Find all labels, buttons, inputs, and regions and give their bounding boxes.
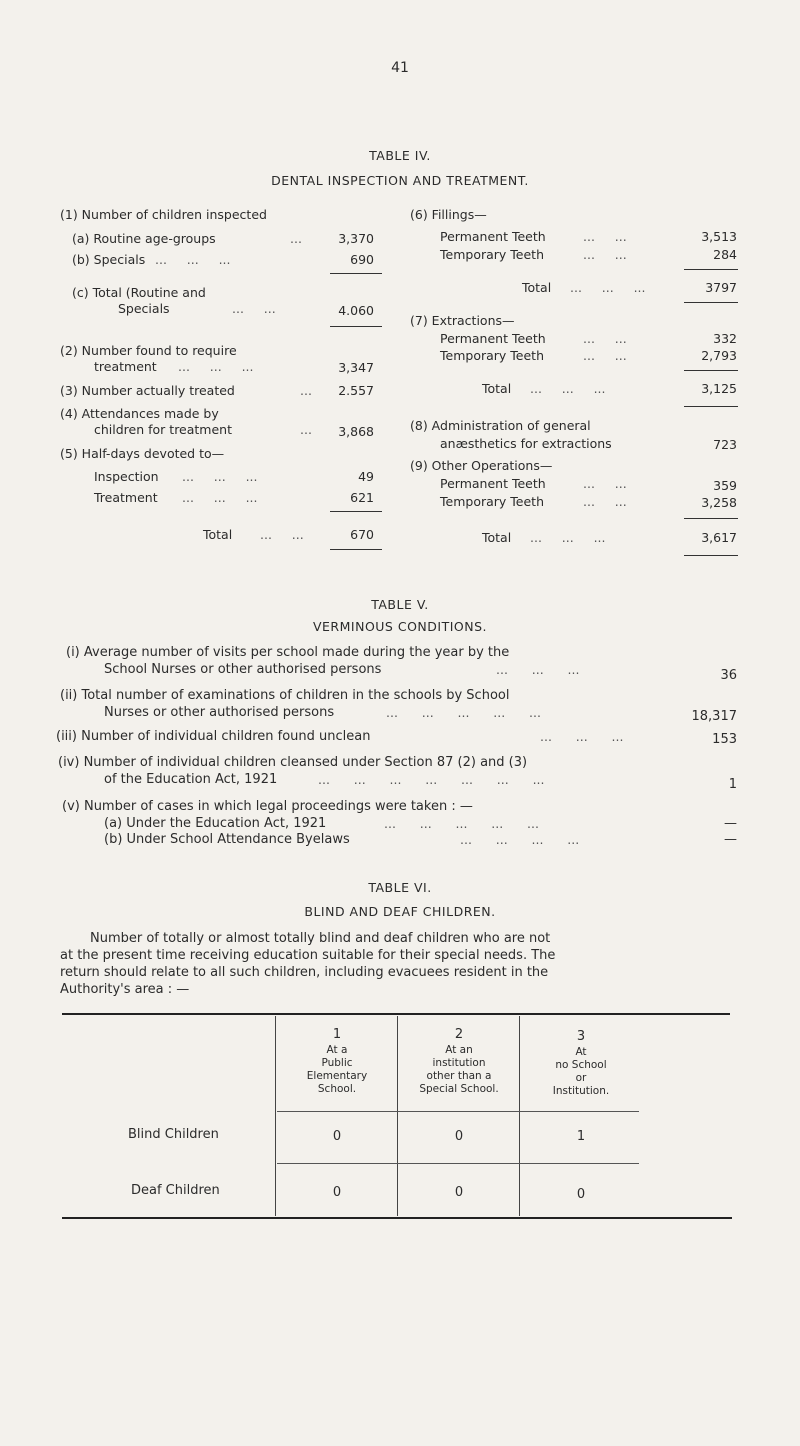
t4-item5a-label: Inspection: [94, 469, 159, 484]
t4-item6: (6) Fillings—: [410, 207, 487, 222]
t5-iv-line1: (iv) Number of individual children cleansed under Section 87 (2) and (3): [58, 755, 528, 770]
t6-col3-l4: Institution.: [552, 1085, 610, 1097]
t6-top-rule: [62, 1013, 730, 1015]
t6-vline-2: [397, 1016, 398, 1216]
t4-item9b-label: Temporary Teeth: [440, 494, 544, 509]
t6-col1-l3: Elementary: [306, 1070, 368, 1082]
t4-item9a-label: Permanent Teeth: [440, 476, 546, 491]
t4-item4-line2: children for treatment: [94, 422, 232, 437]
t6-col1-num: 1: [332, 1027, 342, 1042]
t6-vline-1: [275, 1016, 276, 1216]
t4-item1b-label: (b) Specials: [72, 252, 146, 267]
t6-row2-col1: 0: [332, 1185, 342, 1200]
t4-item5-total-value: 670: [350, 527, 374, 542]
t5-iv-line2: of the Education Act, 1921: [104, 772, 278, 787]
t4-item9-total-label: Total: [482, 530, 512, 545]
t6-col1-l2: Public: [321, 1057, 353, 1069]
t5-ii-line2: Nurses or other authorised persons: [104, 705, 335, 720]
t4-item5: (5) Half-days devoted to—: [60, 446, 225, 461]
t4-item8-line1: (8) Administration of general: [410, 418, 591, 433]
table4-title: TABLE IV.: [369, 148, 431, 163]
t4-item9a-value: 359: [713, 478, 737, 493]
t5-v-line: (v) Number of cases in which legal proceedings were taken : —: [62, 799, 473, 814]
t5-vb-label: (b) Under School Attendance Byelaws: [104, 832, 350, 847]
t4-item8-line2: anæsthetics for extractions: [440, 436, 612, 451]
t4-item3-value: 2.557: [338, 383, 374, 398]
t4-item7b-label: Temporary Teeth: [440, 348, 544, 363]
t4-item4-value: 3,868: [338, 424, 374, 439]
t4-item5a-value: 49: [358, 469, 374, 484]
t4-item1: (1) Number of children inspected: [60, 207, 267, 222]
t5-va-value: —: [724, 816, 737, 831]
t4-item9: (9) Other Operations—: [410, 458, 553, 473]
t4-item1c-line1: (c) Total (Routine and: [72, 285, 206, 300]
t5-i-value: 36: [720, 668, 737, 683]
t4-item1a-value: 3,370: [338, 231, 374, 246]
t4-item5-total-label: Total: [203, 527, 233, 542]
t4-item1c-line2: Specials: [118, 301, 170, 316]
t6-row1-col2: 0: [454, 1129, 464, 1144]
t6-row2-col3: 0: [576, 1187, 586, 1202]
t5-ii-value: 18,317: [691, 709, 737, 724]
t4-item7a-label: Permanent Teeth: [440, 331, 546, 346]
t6-col3-num: 3: [576, 1029, 586, 1044]
t4-item1b-value: 690: [350, 252, 374, 267]
t4-item5b-value: 621: [350, 490, 374, 505]
t6-bottom-rule: [62, 1217, 732, 1219]
t6-para-line4: Authority's area : —: [60, 982, 190, 997]
t4-item5b-label: Treatment: [94, 490, 158, 505]
t5-ii-line1: (ii) Total number of examinations of children in the schools by School: [60, 688, 510, 703]
t6-row1-col1: 0: [332, 1129, 342, 1144]
table6-subtitle: BLIND AND DEAF CHILDREN.: [304, 904, 496, 919]
t4-item2-line1: (2) Number found to require: [60, 343, 237, 358]
t4-item7a-value: 332: [713, 331, 737, 346]
t5-iii-value: 153: [712, 732, 737, 747]
t6-row1-label: Blind Children: [128, 1127, 219, 1142]
t4-item6a-value: 3,513: [701, 229, 737, 244]
t5-i-line2: School Nurses or other authorised persons: [104, 662, 382, 677]
t4-item3: (3) Number actually treated: [60, 383, 235, 398]
t6-para-line1: Number of totally or almost totally blind and deaf children who are not: [90, 931, 551, 946]
t4-item2-value: 3,347: [338, 360, 374, 375]
t4-item4-line1: (4) Attendances made by: [60, 406, 219, 421]
t6-col3-l2: no School: [555, 1059, 607, 1071]
t4-item7-total-label: Total: [482, 381, 512, 396]
t6-col2-num: 2: [454, 1027, 464, 1042]
t4-item2-line2: treatment: [94, 359, 157, 374]
t5-vb-value: —: [724, 832, 737, 847]
t6-col2-l3: other than a: [426, 1070, 492, 1082]
t5-iii-line: (iii) Number of individual children found unclean: [56, 729, 371, 744]
t4-item6b-value: 284: [713, 247, 737, 262]
t6-col3-l1: At: [575, 1046, 587, 1058]
t5-iv-value: 1: [728, 777, 737, 792]
t4-item6b-label: Temporary Teeth: [440, 247, 544, 262]
table5-subtitle: VERMINOUS CONDITIONS.: [312, 619, 487, 634]
t4-item9b-value: 3,258: [701, 495, 737, 510]
t6-row2-label: Deaf Children: [131, 1183, 220, 1198]
t6-para-line2: at the present time receiving education suitable for their special needs. The: [60, 948, 556, 963]
t6-col2-l4: Special School.: [419, 1083, 499, 1095]
table5-title: TABLE V.: [371, 597, 429, 612]
table6-title: TABLE VI.: [368, 880, 432, 895]
t4-item7: (7) Extractions—: [410, 313, 515, 328]
t4-item6-total-label: Total: [522, 280, 552, 295]
t6-row2-col2: 0: [454, 1185, 464, 1200]
t4-item6a-label: Permanent Teeth: [440, 229, 546, 244]
t4-item1a-label: (a) Routine age-groups: [72, 231, 216, 246]
t5-va-label: (a) Under the Education Act, 1921: [104, 816, 327, 831]
t4-item8-value: 723: [713, 437, 737, 452]
t5-i-line1: (i) Average number of visits per school made during the year by the: [66, 645, 510, 660]
t6-col3-l3: or: [575, 1072, 587, 1084]
t4-item6-total-value: 3797: [705, 280, 737, 295]
t4-item9-total-value: 3,617: [701, 530, 737, 545]
page-number: 41: [391, 60, 409, 76]
t6-col2-l2: institution: [432, 1057, 486, 1069]
t6-col2-l1: At an: [445, 1044, 473, 1056]
t6-row1-col3: 1: [576, 1129, 586, 1144]
t6-col1-l1: At a: [326, 1044, 348, 1056]
table4-subtitle: DENTAL INSPECTION AND TREATMENT.: [271, 173, 529, 188]
t4-item7-total-value: 3,125: [701, 381, 737, 396]
t4-item1c-value: 4.060: [338, 303, 374, 318]
t6-vline-3: [519, 1016, 520, 1216]
t6-col1-l4: School.: [317, 1083, 357, 1095]
t4-item7b-value: 2,793: [701, 348, 737, 363]
t6-para-line3: return should relate to all such children, including evacuees resident in the: [60, 965, 549, 980]
